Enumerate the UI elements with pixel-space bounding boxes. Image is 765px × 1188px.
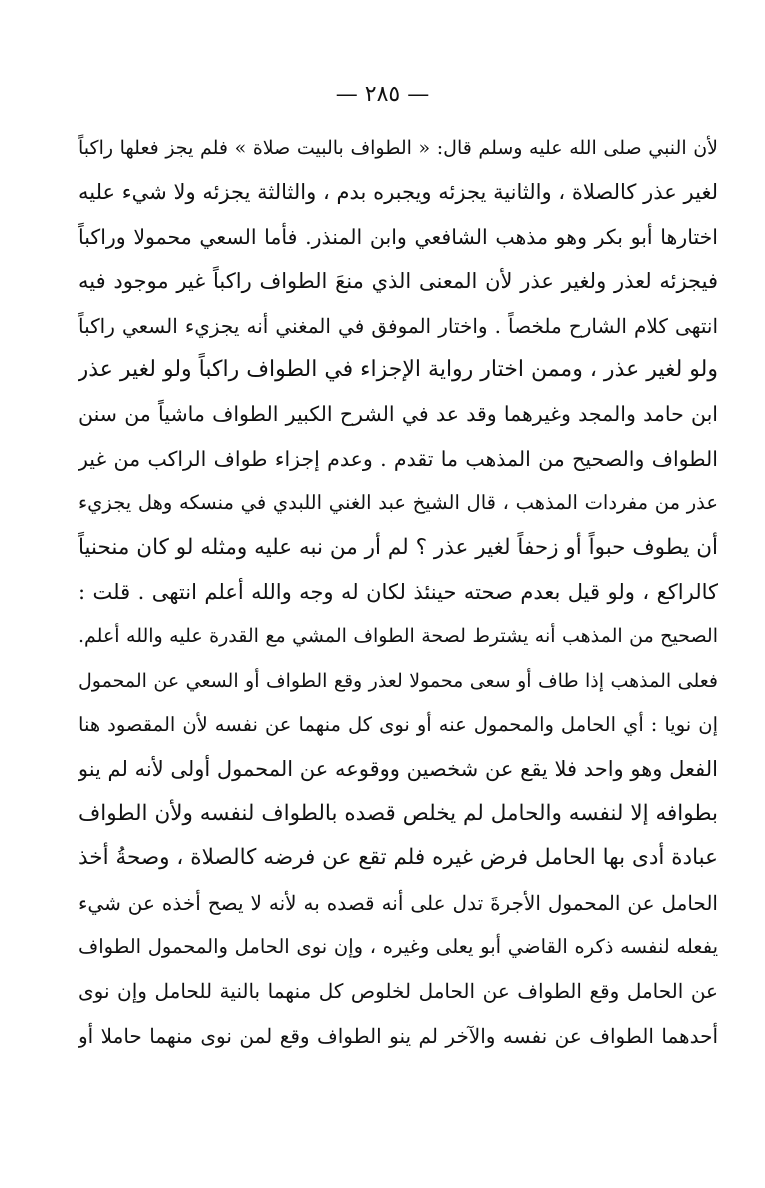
text-line: ولو لغير عذر ، وممن اختار رواية الإجزاء في الطواف راكباً ولو لغير عذر	[78, 356, 718, 382]
text-line: لغير عذر كالصلاة ، والثانية يجزئه ويجبره بدم ، والثالثة يجزئه ولا شيء عليه	[78, 180, 718, 205]
page-number: — ٢٨٥ —	[335, 82, 430, 107]
text-line: الفعل وهو واحد فلا يقع عن شخصين ووقوعه عن المحمول أولى لأنه لم ينو	[78, 757, 718, 782]
text-line: اختارها أبو بكر وهو مذهب الشافعي وابن المنذر. فأما السعي محمولا وراكباً	[78, 224, 718, 249]
text-line: الصحيح من المذهب أنه يشترط لصحة الطواف المشي مع القدرة عليه والله أعلم.	[78, 625, 718, 648]
text-line: لأن النبي صلى الله عليه وسلم قال: « الطواف بالبيت صلاة » فلم يجز فعلها راكباً	[78, 137, 718, 159]
text-line: انتهى كلام الشارح ملخصاً . واختار الموفق في المغني أنه يجزيء السعي راكباً	[78, 313, 718, 338]
body-text	[78, 126, 718, 1058]
text-line: ابن حامد والمجد وغيرهما وقد عد في الشرح الكبير الطواف ماشياً من سنن	[78, 402, 718, 427]
text-line: أن يطوف حبواً أو زحفاً لغير عذر ؟ لم أر من نبه عليه ومثله لو كان منحنياً	[78, 534, 718, 560]
text-line: الطواف والصحيح من المذهب ما تقدم . وعدم إجزاء طواف الراكب من غير	[78, 446, 718, 471]
text-line: الحامل عن المحمول الأجرةَ تدل على أنه قصده به لأنه لا يصح أخذه عن شيء	[78, 890, 718, 915]
text-line: فعلى المذهب إذا طاف أو سعى محمولا لعذر وقع الطواف أو السعي عن المحمول	[78, 669, 718, 692]
text-line: فيجزئه لعذر ولغير عذر لأن المعنى الذي منعَ الطواف راكباً غير موجود فيه	[78, 269, 718, 294]
text-line: عذر من مفردات المذهب ، قال الشيخ عبد الغني اللبدي في منسكه وهل يجزيء	[78, 491, 718, 515]
text-line: بطوافه إلا لنفسه والحامل لم يخلص قصده بالطواف لنفسه ولأن الطواف	[78, 800, 718, 826]
text-line: كالراكع ، ولو قيل بعدم صحته حينئذ لكان له وجه والله أعلم انتهى . قلت :	[78, 579, 718, 604]
text-line: عن الحامل وقع الطواف عن الحامل لخلوص كل منهما بالنية للحامل وإن نوى	[78, 979, 718, 1004]
text-line: عبادة أدى بها الحامل فرض غيره فلم تقع عن فرضه كالصلاة ، وصحةُ أخذ	[78, 845, 718, 871]
text-line: أحدهما الطواف عن نفسه والآخر لم ينو الطواف وقع لمن نوى منهما حاملا أو	[78, 1023, 718, 1048]
text-line: إن نويا : أي الحامل والمحمول عنه أو نوى كل منهما عن نفسه لأن المقصود هنا	[78, 713, 718, 737]
text-line: يفعله لنفسه ذكره القاضي أبو يعلى وغيره ، وإن نوى الحامل والمحمول الطواف	[78, 935, 718, 959]
